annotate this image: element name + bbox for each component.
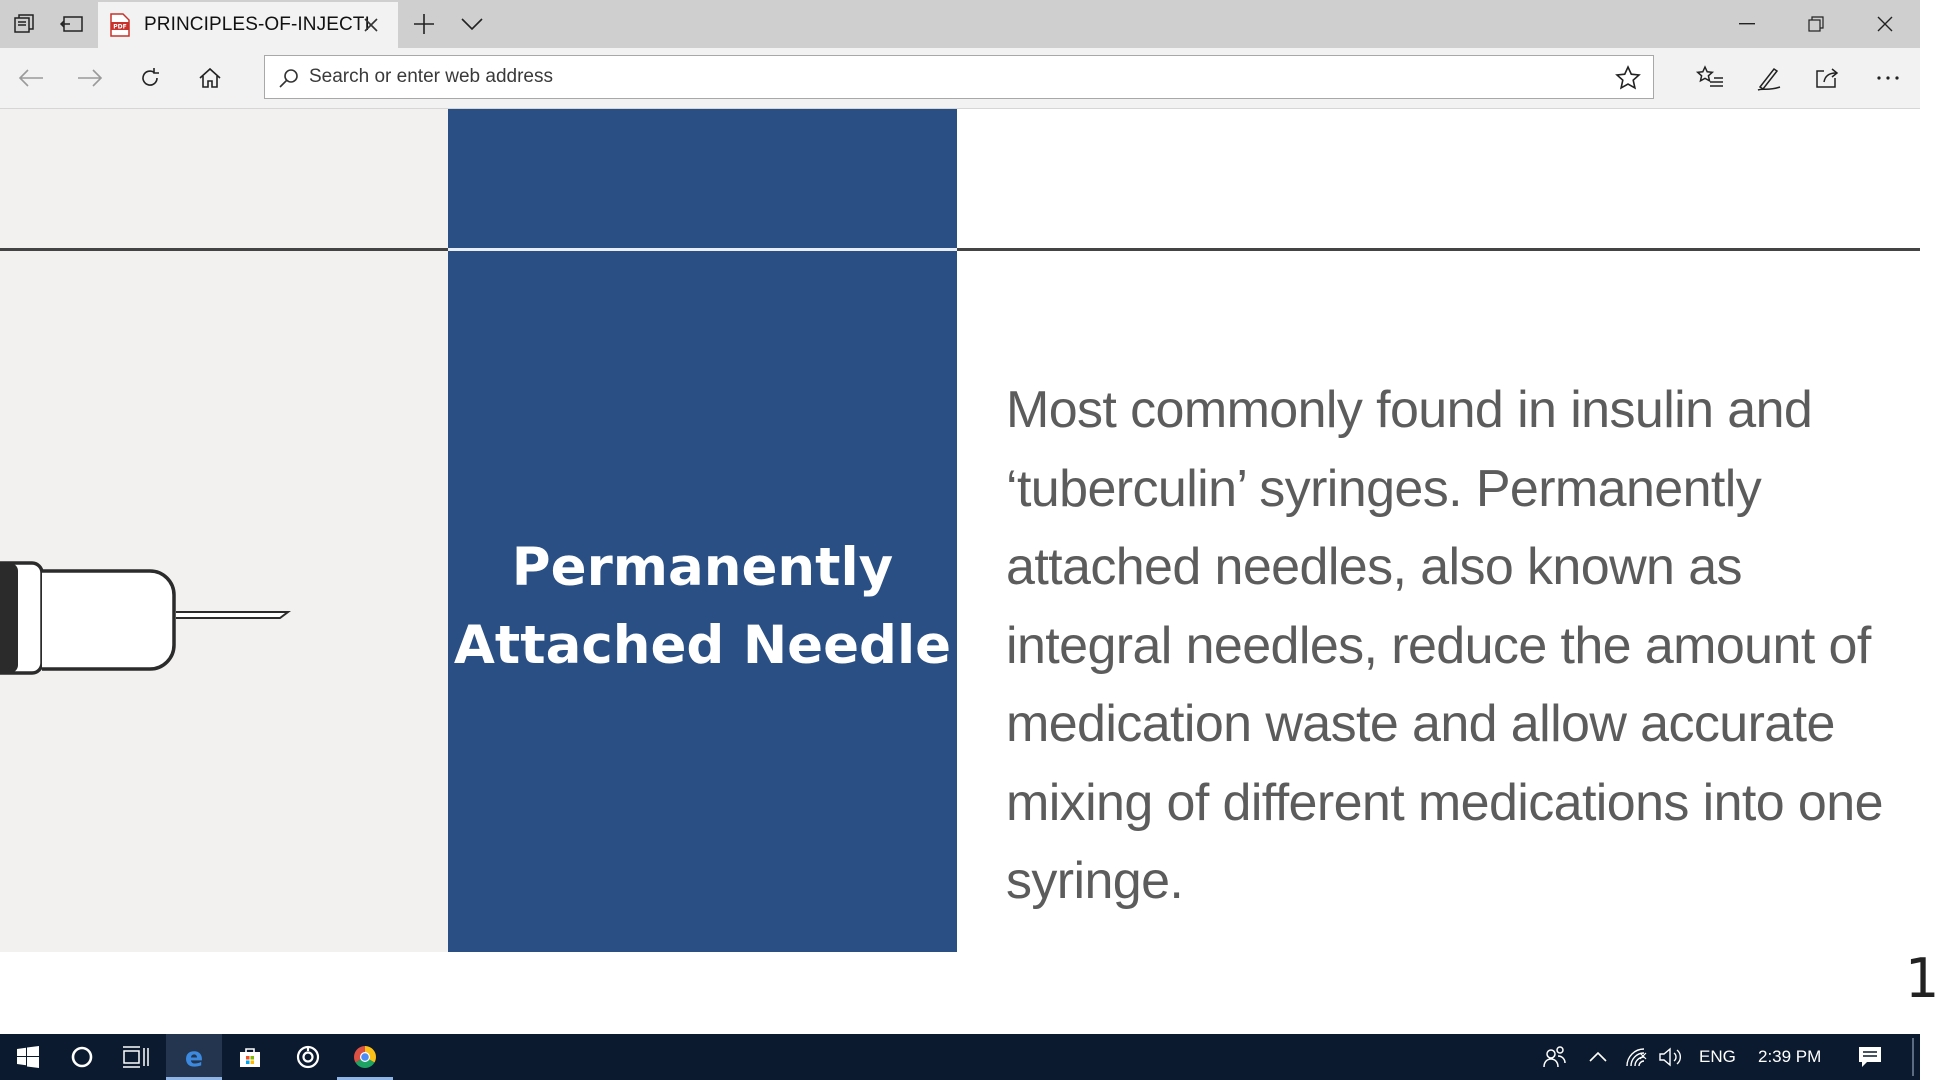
set-tabs-aside-icon[interactable] [0,0,48,48]
chrome-taskbar-icon[interactable] [337,1034,393,1080]
action-center-notification-icon[interactable] [1842,1034,1898,1080]
divider-line-right [957,248,1920,251]
windows-taskbar [0,1034,1920,1080]
search-icon [277,66,301,90]
show-desktop-button[interactable] [1912,1038,1914,1076]
favorite-star-icon[interactable] [1615,65,1641,91]
close-window-icon[interactable] [1850,0,1920,48]
page-number-partial: 1 [1905,947,1939,1010]
favorites-hub-icon[interactable] [1686,54,1734,102]
input-language-indicator[interactable]: ENG [1699,1047,1736,1066]
share-icon[interactable] [1804,54,1852,102]
syringe-illustration [0,529,300,709]
description-paragraph: Most commonly found in insulin and ‘tuberculin’ syringes. Permanently attached needles, also known as integral needles, reduce the amount of medication waste and allow accurate mixing of different medications into one syringe. [1006,381,1883,910]
pdf-icon [110,13,130,37]
store-bag-icon[interactable] [222,1034,278,1080]
back-arrow-icon[interactable] [7,54,55,102]
new-tab-icon[interactable] [400,0,448,48]
svg-text:e: e [184,1042,204,1073]
address-bar[interactable] [264,55,1654,99]
more-options-icon[interactable] [1864,54,1912,102]
system-clock[interactable]: 2:39 PM [1758,1047,1822,1066]
browser-nav-bar [0,48,1920,109]
pen-notes-icon[interactable] [1745,54,1793,102]
tabs-aside-icon[interactable] [48,0,96,48]
screen-recorder-icon[interactable] [280,1034,336,1080]
browser-tab-bar [0,0,1920,48]
restore-icon[interactable] [1781,0,1851,48]
refresh-icon[interactable] [126,54,174,102]
windows-start-icon[interactable] [0,1034,56,1080]
title-panel-divider [448,248,957,251]
forward-arrow-icon[interactable] [66,54,114,102]
edge-taskbar-icon[interactable] [166,1034,222,1080]
address-input[interactable] [309,56,1539,98]
section-heading: Permanently Attached Needle [453,537,952,676]
home-icon[interactable] [186,54,234,102]
task-view-icon[interactable] [108,1034,164,1080]
title-panel [448,109,957,952]
volume-speaker-icon[interactable] [1645,1034,1697,1080]
svg-text:PDF: PDF [113,23,127,31]
active-tab[interactable] [98,2,398,48]
minimize-icon[interactable] [1712,0,1782,48]
tab-close-icon[interactable] [356,10,386,40]
tab-title: PRINCIPLES-OF-INJECTI [144,14,370,35]
pdf-viewer-content[interactable] [0,109,1939,1034]
tab-list-chevron-icon[interactable] [448,0,496,48]
divider-line-left [0,248,448,251]
cortana-circle-icon[interactable] [54,1034,110,1080]
